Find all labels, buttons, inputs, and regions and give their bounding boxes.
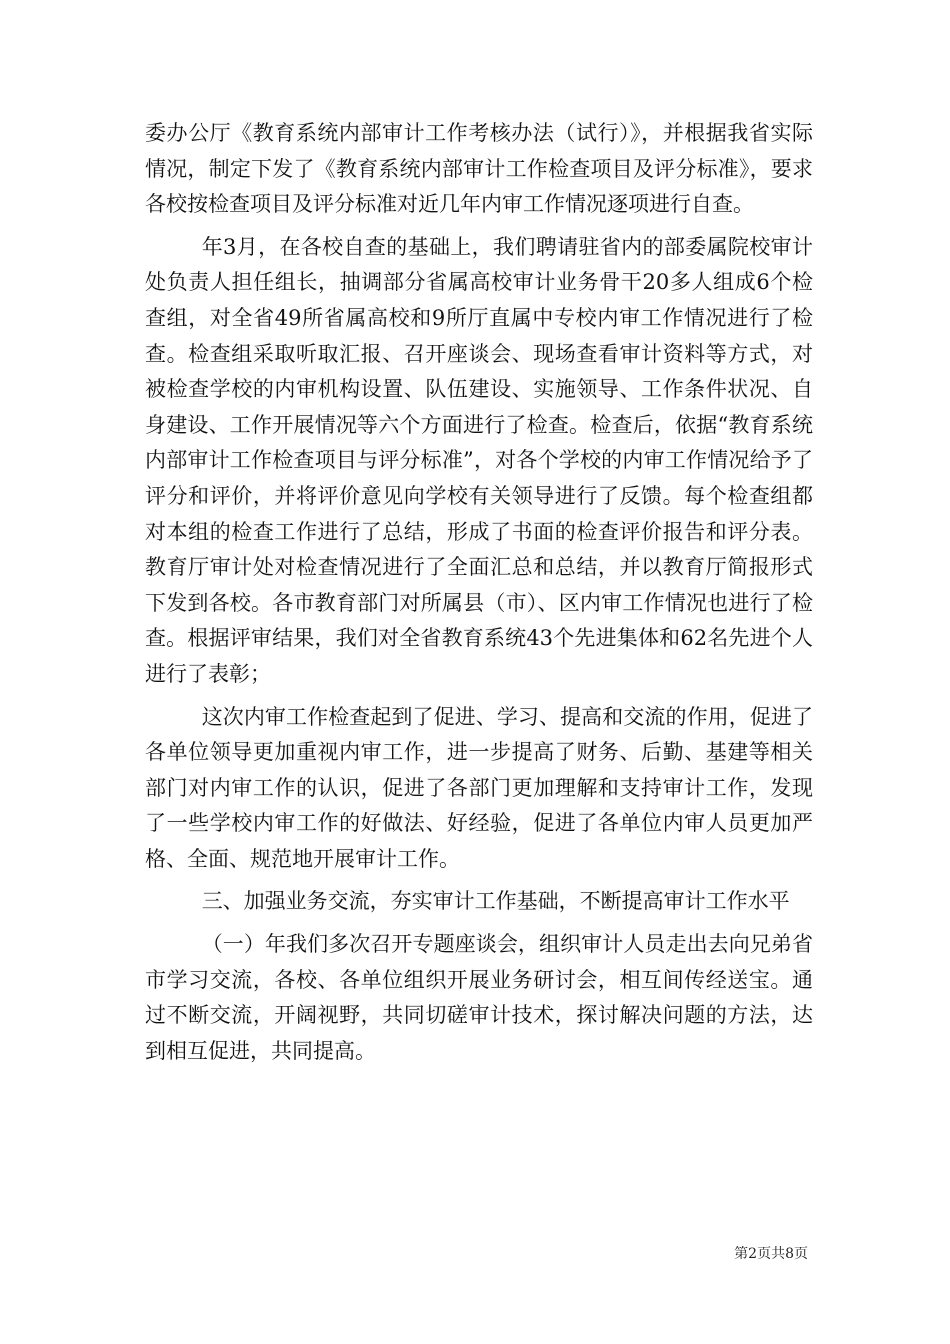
paragraph-continuation: 委办公厅《教育系统内部审计工作考核办法（试行）》，并根据我省实际情况，制定下发了《教育系统内部审计工作检查项目及评分标准》，要求各校按检查项目及评分标准对近几年内审工作情况逐项进行自查。 xyxy=(145,121,813,217)
paragraph-exchange: （一）年我们多次召开专题座谈会，组织审计人员走出去向兄弟省市学习交流，各校、各单位组织开展业务研讨会，相互间传经送宝。通过不断交流，开阔视野，共同切磋审计技术，探讨解决问题的方法，达到相互促进，共同提高。 xyxy=(145,932,813,1063)
document-body xyxy=(145,116,813,1076)
page-number: 第2页共8页 xyxy=(734,1246,808,1262)
paragraph-inspection-effect: 这次内审工作检查起到了促进、学习、提高和交流的作用，促进了各单位领导更加重视内审工作，进一步提高了财务、后勤、基建等相关部门对内审工作的认识，促进了各部门更加理解和支持审计工作，发现了一些学校内审工作的好做法、好经验，促进了各单位内审人员更加严格、全面、规范地开展审计工作。 xyxy=(145,704,813,871)
section-heading-three: 三、加强业务交流，夯实审计工作基础，不断提高审计工作水平 xyxy=(201,889,790,914)
paragraph-inspection: 年3月，在各校自查的基础上，我们聘请驻省内的部委属院校审计处负责人担任组长，抽调部分省属高校审计业务骨干20多人组成6个检查组，对全省49所省属高校和9所厅直属中专校内审工作情况进行了检查。检查组采取听取汇报、召开座谈会、现场查看审计资料等方式，对被检查学校的内审机构设置、队伍建设、实施领导、工作条件状况、自身建设、工作开展情况等六个方面进行了检查。检查后，依据“教育系统内部审计工作检查项目与评分标准”，对各个学校的内审工作情况给予了评分和评价，并将评价意见向学校有关领导进行了反馈。每个检查组都对本组的检查工作进行了总结，形成了书面的检查评价报告和评分表。教育厅审计处对检查情况进行了全面汇总和总结，并以教育厅简报形式下发到各校。各市教育部门对所属县（市）、区内审工作情况也进行了检查。根据评审结果，我们对全省教育系统43个先进集体和62名先进个人进行了表彰； xyxy=(145,234,813,686)
